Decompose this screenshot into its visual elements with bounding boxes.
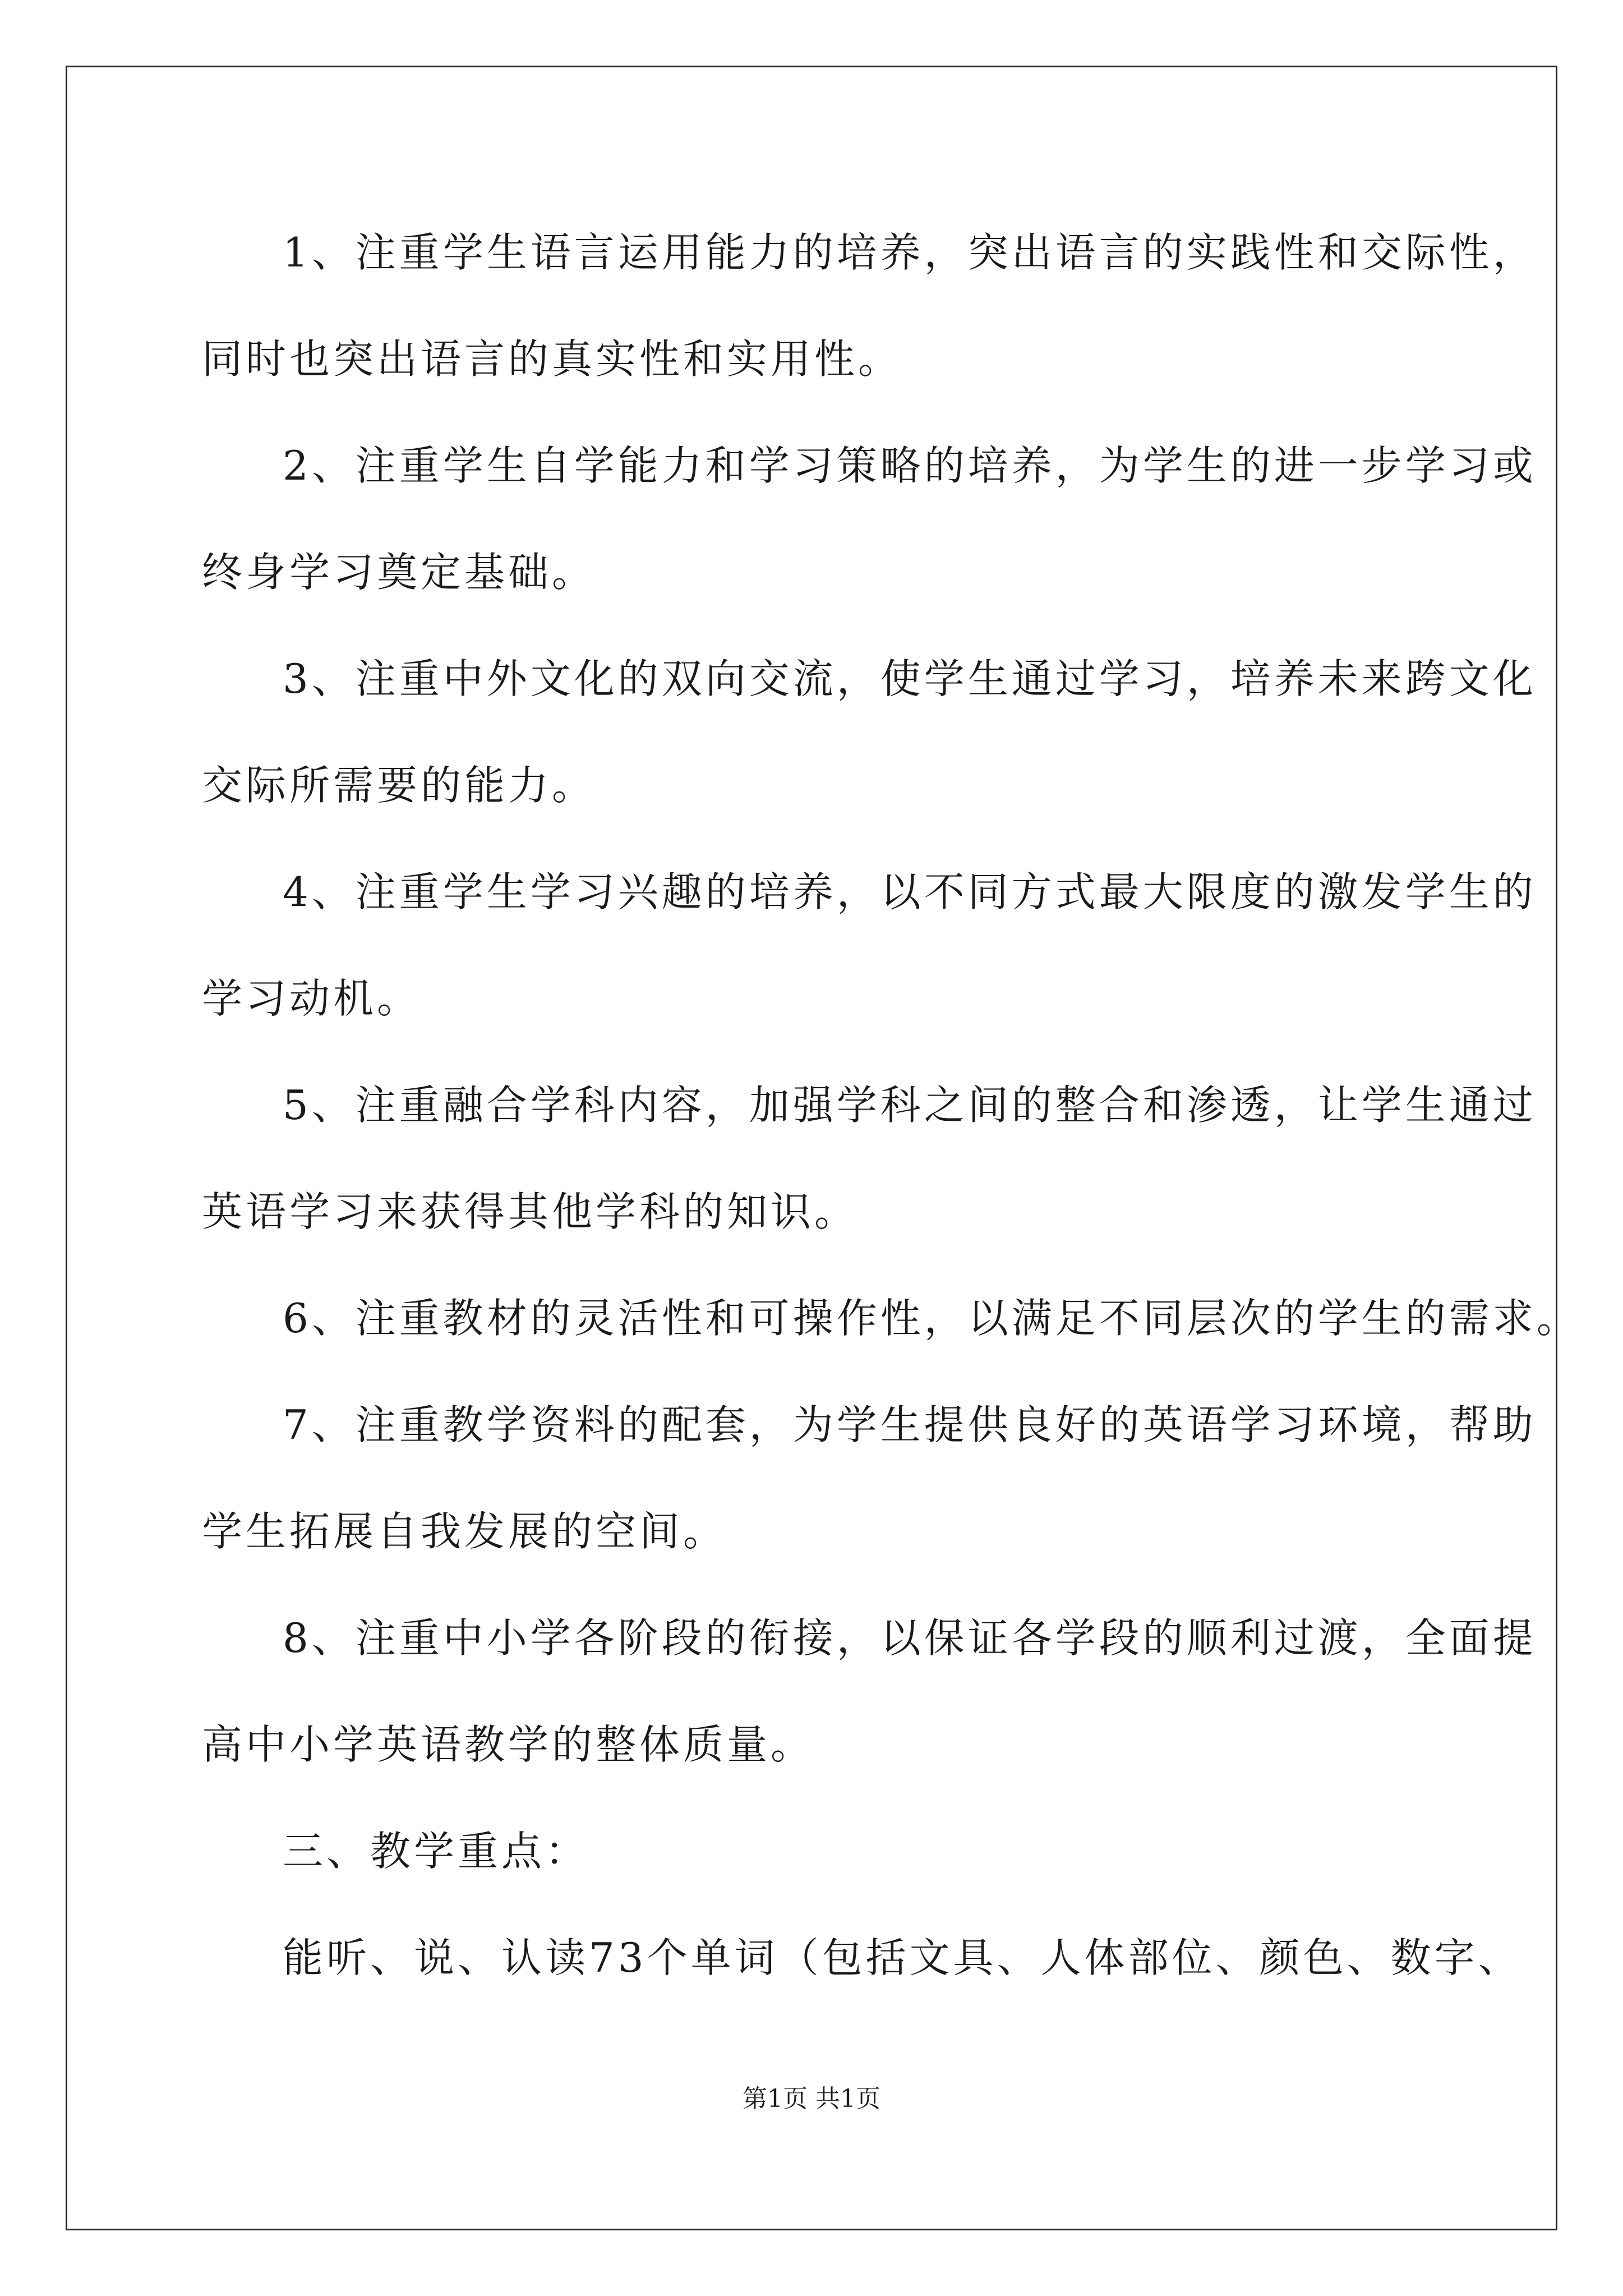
paragraph-2-line-1: 2、注重学生自学能力和学习策略的培养，为学生的进一步学习或	[283, 442, 1537, 489]
paragraph-3-line-1: 3、注重中外文化的双向交流，使学生通过学习，培养未来跨文化	[283, 655, 1537, 702]
paragraph-2-line-2: 终身学习奠定基础。	[202, 549, 596, 596]
paragraph-6-line-1: 6、注重教材的灵活性和可操作性，以满足不同层次的学生的需求。	[283, 1295, 1580, 1342]
paragraph-5-line-1: 5、注重融合学科内容，加强学科之间的整合和渗透，让学生通过	[283, 1082, 1537, 1129]
section-heading: 三、教学重点：	[283, 1828, 589, 1875]
paragraph-8-line-2: 高中小学英语教学的整体质量。	[202, 1721, 815, 1768]
paragraph-4-line-2: 学习动机。	[202, 975, 421, 1022]
paragraph-5-line-2: 英语学习来获得其他学科的知识。	[202, 1188, 859, 1235]
paragraph-1-line-2: 同时也突出语言的真实性和实用性。	[202, 335, 902, 383]
paragraph-7-line-2: 学生拓展自我发展的空间。	[202, 1508, 727, 1555]
paragraph-4-line-1: 4、注重学生学习兴趣的培养，以不同方式最大限度的激发学生的	[283, 868, 1537, 915]
page-footer: 第1页 共1页	[743, 2085, 880, 2113]
page-border	[66, 66, 1580, 2230]
paragraph-9-line-1: 能听、说、认读73个单词（包括文具、人体部位、颜色、数字、	[283, 1934, 1522, 1981]
paragraph-3-line-2: 交际所需要的能力。	[202, 762, 596, 809]
paragraph-7-line-1: 7、注重教学资料的配套，为学生提供良好的英语学习环境，帮助	[283, 1401, 1537, 1448]
paragraph-8-line-1: 8、注重中小学各阶段的衔接，以保证各学段的顺利过渡，全面提	[283, 1614, 1537, 1662]
paragraph-1-line-1: 1、注重学生语言运用能力的培养，突出语言的实践性和交际性，	[283, 229, 1537, 276]
